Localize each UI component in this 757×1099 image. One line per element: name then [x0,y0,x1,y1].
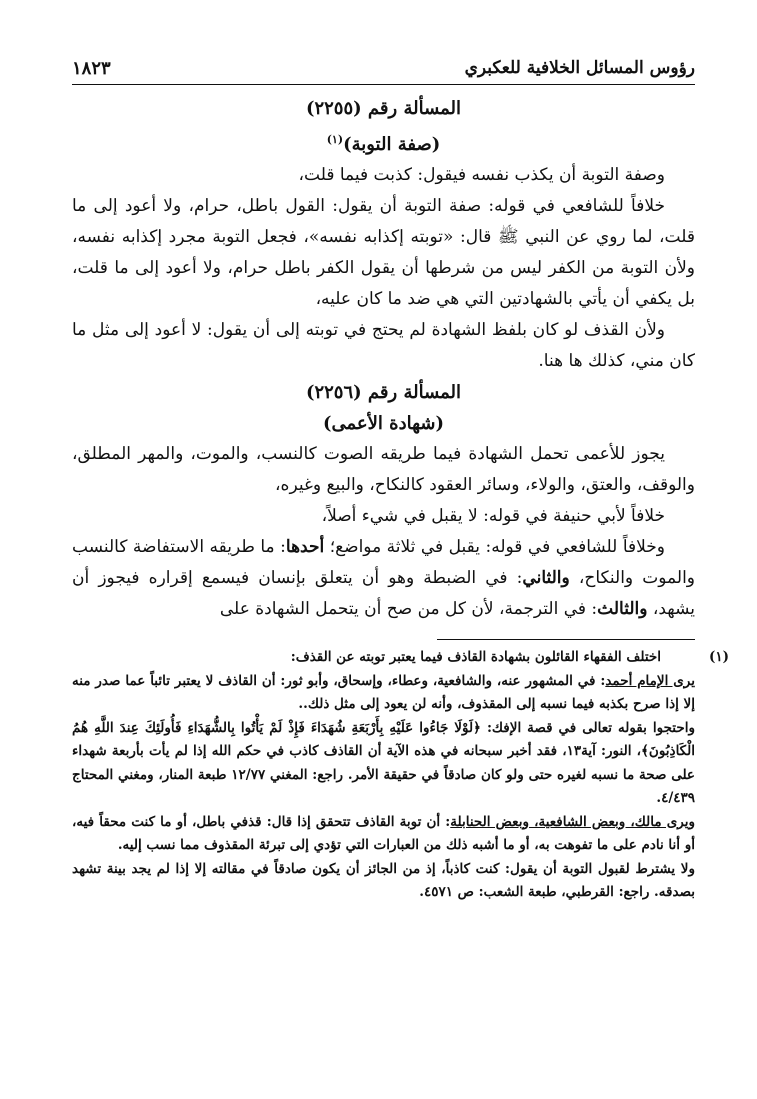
footnote-separator [437,639,695,640]
footnote-ahmad-label: يرى الإمام أحمد [605,672,695,689]
issue-2255-subheading [72,124,695,160]
issue-2256-paragraph-1: يجوز للأعمى تحمل الشهادة فيما طريقه الصوت كالنسب، والموت، والمهر المطلق، والوقف، والعتق، والولاء، وسائر العقود كالنكاح، والبيع وغيره، [72,444,695,495]
issue-2256-heading: المسألة رقم (٢٢٥٦) [305,382,462,403]
footnote-intro [72,646,729,670]
footnote-ahmad-text: : في المشهور عنه، والشافعية، وعطاء، وإسحاق، وأبو ثور: أن القاذف لا يعتبر تائباً عما صدر منه إلا إذا صرح بكذبه فيما نسبه إلى المقذوف، وأنه لن يعود إلى مثل ذلك.. [72,672,695,712]
p3-part-a: وخلافاً للشافعي في قوله: يقبل في ثلاثة مواضع؛ [324,537,666,557]
issue-2255-paragraph-2: خلافاً للشافعي في قوله: صفة التوبة أن يقول: القول باطل، حرام، ولا أعود إلى ما قلت، لما روي عن النبي ﷺ قال: «توبته إكذابه نفسه»، فجعل التوبة مجرد إكذابه نفسه، ولأن التوبة من الكفر ليس من شرطها أن يقول الكفر باطل حرام، ولا أعود إلى ما قلت، بل يكفي أن يأتي بالشهادتين التي هي ضد ما كان عليه، [72,196,695,309]
footnote-last: ولا يشترط لقبول التوبة أن يقول: كنت كاذباً، إذ من الجائز أن يكون صادقاً في مقالته إلا إذا لم يجد بينة تشهد بصدقه. راجع: القرطبي، طبعة الشعب: ص ٤٥٧١. [72,860,695,900]
p3-part-d: : في الضبطة وهو أن يتعلق بإنسان فيسمع إقراره فيجوز أن يشهد، [72,568,695,619]
page-number: ١٨٢٣ [72,58,111,79]
p3-first-label: أحدها [285,537,325,557]
p3-part-c: : ما طريقه الاستفاضة كالنسب والموت والنكاح، [72,537,695,588]
footnote-malik-label: ويرى مالك، وبعض الشافعية، وبعض الحنابلة [450,813,695,830]
issue-2256-paragraph-2: خلافاً لأبي حنيفة في قوله: لا يقبل في شيء أصلاً، [321,506,665,526]
issue-2255-paragraph-1: وصفة التوبة أن يكذب نفسه فيقول: كذبت فيما قلت، [298,165,665,185]
footnote-malik [72,811,695,858]
p3-third-label: والثالث [597,599,648,619]
p3-part-e: : في الترجمة، لأن كل من صح أن يتحمل الشهادة على [219,599,598,619]
p3-second-label: والثاني [522,568,570,588]
footnote-intro-text: اختلف الفقهاء القائلون بشهادة القاذف فيما يعتبر توبته عن القذف: [290,649,661,665]
footnote-malik-text: : أن توبة القاذف تتحقق إذا قال: قذفي باطل، أو ما كنت محقاً فيه، أو أنا نادم على ما تفوهت به، أو ما أشبه ذلك من العبارات التي تؤدي إلى تبرئة المقذوف مما نسب إليه. [72,813,695,853]
issue-2255-paragraph-3: ولأن القذف لو كان بلفظ الشهادة لم يحتج في توبته إلى أن يقول: لا أعود إلى مثل ما كان مني، كذلك ها هنا. [72,320,695,371]
footnote-evidence: واحتجوا بقوله تعالى في قصة الإفك: ﴿لَوْلَا جَاءُوا عَلَيْهِ بِأَرْبَعَةِ شُهَدَاءَ فَإِذْ لَمْ يَأْتُوا بِالشُّهَدَاءِ فَأُولَئِكَ عِندَ اللَّهِ هُمُ الْكَاذِبُونَ﴾، النور: آية١٣، فقد أخبر سبحانه في هذه الآية أن القاذف كاذب في حكم الله إذا لم يأت بأربعة شهداء على صحة ما نسبه لغيره حتى ولو كان صادقاً في حقيقة الأمر. راجع: المغني ١٢/٧٧ طبعة المنار، ومغني المحتاج ٤/٤٣٩. [72,719,695,806]
running-title: رؤوس المسائل الخلافية للعكبري [464,58,695,78]
issue-2256-subheading: (شهادة الأعمى) [322,413,445,434]
footnote-reference: (١) [326,133,344,146]
footnote-ahmad [72,670,695,717]
footnote-number: (١) [708,649,729,665]
page-header [72,44,695,85]
issue-2255-heading: المسألة رقم (٢٢٥٥) [305,98,462,119]
issue-2256-paragraph-3 [72,532,695,625]
issue-2255-subtitle: (صفة التوبة) [343,134,441,155]
